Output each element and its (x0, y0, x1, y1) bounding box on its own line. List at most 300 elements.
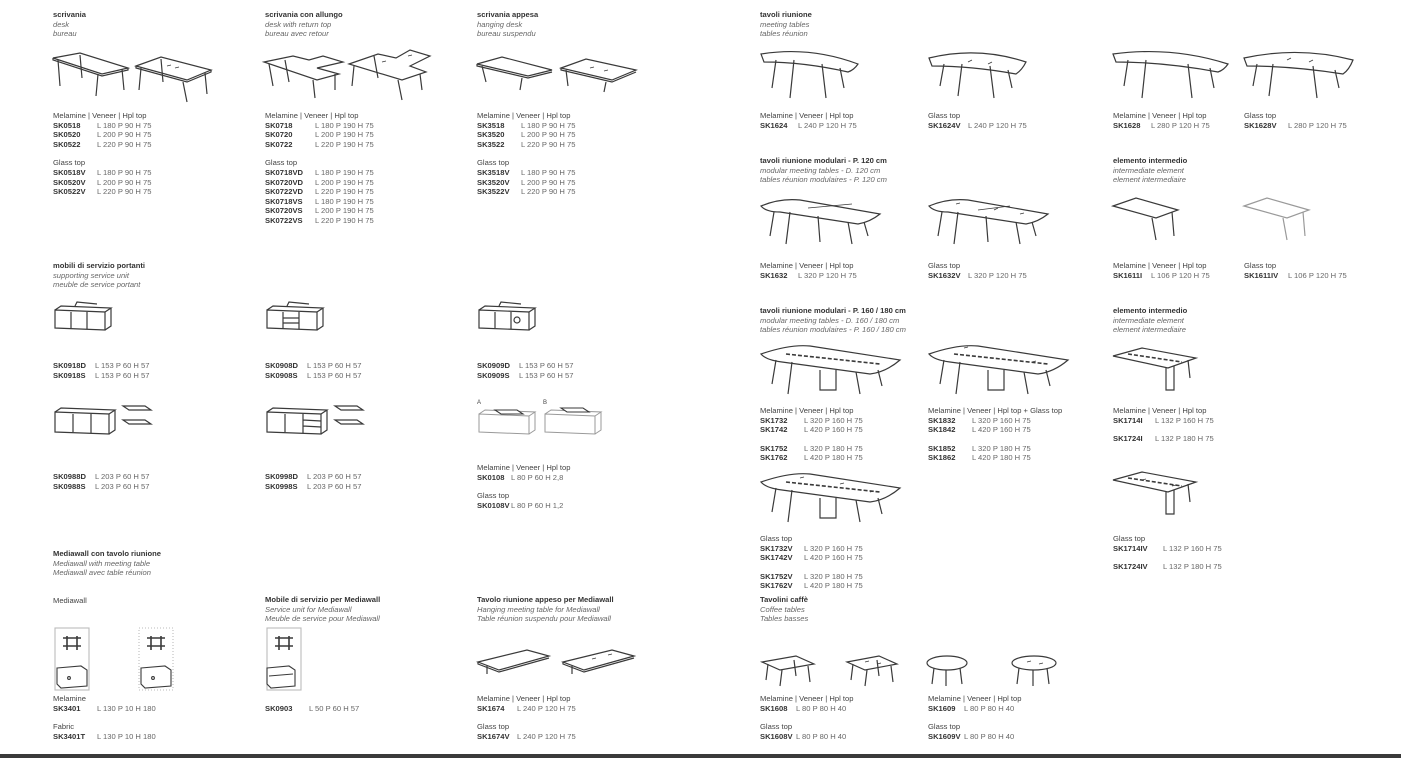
spec-list (477, 111, 575, 197)
spacer (760, 563, 863, 572)
spec-list (265, 361, 361, 380)
spec-row (477, 361, 573, 371)
spec-row (265, 361, 361, 371)
spec-row (477, 371, 573, 381)
product-code: SK0108V (477, 500, 510, 510)
material-label: Glass top (760, 534, 793, 543)
meeting-table-drawing-2 (928, 48, 1028, 104)
spec-row (1113, 544, 1222, 554)
spec-list (477, 463, 570, 510)
dimensions: L 320 P 180 H 75 (804, 443, 863, 453)
section-subtitle-fr: tables réunion modulaires - P. 160 / 180 cm (760, 325, 906, 335)
product-code: SK1842 (928, 425, 956, 435)
material-label: Melamine | Veneer | Hpl top (477, 694, 571, 703)
dimensions: L 106 P 120 H 75 (1288, 270, 1347, 280)
spec-row (928, 444, 1062, 454)
material-label: Glass top (928, 111, 961, 120)
dimensions: L 280 P 120 H 75 (1151, 120, 1210, 130)
service-unit-accessory-drawing (477, 402, 607, 440)
dimensions: L 180 P 190 H 75 (315, 167, 374, 177)
section-subtitle-en: desk with return top (265, 19, 332, 29)
mediawall-drawing-2 (137, 626, 177, 692)
spec-row (1113, 121, 1210, 131)
dimensions: L 80 P 80 H 40 (964, 703, 1015, 713)
product-code: SK0720VD (265, 177, 303, 187)
product-code: SK1632 (760, 270, 788, 280)
dimensions: L 220 P 90 H 75 (97, 187, 152, 197)
dimensions: L 280 P 120 H 75 (1288, 120, 1347, 130)
spec-row (265, 371, 361, 381)
spec-row (477, 121, 575, 131)
material-label: Glass top (1113, 534, 1146, 543)
spec-list (265, 704, 359, 714)
spec-list (928, 111, 1027, 130)
section-subtitle-en: Service unit for Mediawall (265, 604, 352, 614)
material-label: Glass top (928, 722, 961, 732)
dimensions: L 240 P 120 H 75 (968, 120, 1027, 130)
section-subtitle-fr: bureau (53, 29, 77, 39)
product-code: SK1611I (1113, 270, 1143, 280)
section-title: tavoli riunione (760, 10, 812, 19)
product-code: SK1832 (928, 415, 956, 425)
spec-row (1113, 416, 1214, 426)
dimensions: L 420 P 180 H 75 (804, 581, 863, 591)
material-label: Melamine | Veneer | Hpl top (760, 111, 854, 120)
product-code: SK0718VD (265, 167, 303, 177)
section-subtitle-fr: Meuble de service pour Mediawall (265, 614, 380, 624)
spec-list (265, 472, 361, 491)
product-code: SK1742 (760, 425, 788, 435)
material-label: Melamine | Veneer | Hpl top (477, 111, 571, 120)
spec-list (1113, 534, 1222, 572)
spec-row (928, 271, 1027, 281)
product-code: SK0908D (265, 361, 298, 370)
section-subtitle-fr: Tables basses (760, 614, 809, 624)
service-unit-drawing-5 (265, 402, 373, 440)
material-label: Glass top (477, 722, 510, 732)
mw-hanging-table-drawing-1 (477, 648, 553, 678)
product-code: SK0998D (265, 472, 298, 481)
spec-row (760, 732, 853, 742)
dimensions: L 50 P 60 H 57 (309, 704, 360, 713)
material-label: Melamine | Veneer | Hpl top (1113, 406, 1207, 415)
dimensions: L 180 P 90 H 75 (521, 167, 576, 177)
spec-list (1244, 111, 1347, 130)
spacer (477, 482, 570, 491)
spec-row (53, 168, 151, 178)
section-subtitle-fr: tables réunion (760, 29, 808, 39)
dimensions: L 200 P 90 H 75 (97, 177, 152, 187)
product-code: SK1762V (760, 581, 793, 591)
dimensions: L 240 P 120 H 75 (517, 731, 576, 741)
dimensions: L 180 P 90 H 75 (97, 167, 152, 177)
product-code: SK1608 (760, 703, 788, 713)
dimensions: L 180 P 90 H 75 (97, 120, 152, 130)
section-header (760, 306, 906, 335)
material-label: Glass top (265, 158, 298, 168)
spec-list (760, 111, 857, 130)
product-code: SK0903 (265, 704, 293, 713)
product-code: SK3401 (53, 703, 81, 713)
section-subtitle-fr: meuble de service portant (53, 280, 141, 290)
spec-row (1244, 121, 1347, 131)
spec-row (265, 168, 374, 178)
dimensions: L 203 P 60 H 57 (95, 481, 150, 491)
spacer (928, 435, 1062, 444)
hanging-desk-drawing-2 (560, 58, 638, 94)
section-title: scrivania (53, 10, 86, 19)
material-label: Melamine | Veneer | Hpl top (265, 111, 359, 120)
spec-row (265, 206, 374, 216)
product-code: SK1609V (928, 731, 961, 741)
material-label: Glass top (477, 158, 510, 168)
modular-160-drawing-2 (928, 342, 1074, 402)
product-code: SK0108 (477, 472, 505, 482)
product-code: SK3518 (477, 120, 505, 130)
dimensions: L 420 P 160 H 75 (804, 425, 863, 435)
material-label: Melamine | Veneer | Hpl top (53, 111, 147, 120)
spec-row (477, 168, 575, 178)
section-header (1113, 306, 1187, 335)
service-unit-drawing-1 (53, 298, 113, 336)
spec-row (928, 121, 1027, 131)
dimensions: L 132 P 160 H 75 (1155, 415, 1214, 425)
section-header (53, 549, 161, 578)
desk-drawing-1 (52, 52, 130, 102)
mw-hanging-table-drawing-2 (562, 648, 638, 678)
section-subtitle-en: supporting service unit (53, 270, 129, 280)
section-title: Mobile di servizio per Mediawall (265, 595, 381, 604)
section-header (760, 595, 808, 624)
product-code: SK3520V (477, 177, 510, 187)
variant-b-label: B (543, 400, 548, 406)
section-subtitle-fr: element intermediaire (1113, 175, 1187, 185)
spec-row (760, 453, 863, 463)
section-header (53, 261, 145, 290)
product-code: SK0918D (53, 361, 86, 370)
section-title: tavoli riunione modulari - P. 120 cm (760, 156, 887, 165)
spec-row (760, 416, 863, 426)
dimensions: L 132 P 180 H 75 (1155, 434, 1214, 444)
product-code: SK1724IV (1113, 562, 1148, 572)
section-header (477, 10, 538, 39)
spec-row (928, 704, 1021, 714)
modular-120-drawing-2 (928, 196, 1054, 252)
dimensions: L 220 P 90 H 75 (521, 139, 576, 149)
dimensions: L 153 P 60 H 57 (307, 370, 362, 380)
dimensions: L 200 P 90 H 75 (521, 177, 576, 187)
modular-160-drawing-1 (760, 342, 906, 402)
product-code: SK1609 (928, 703, 956, 713)
product-code: SK3522 (477, 139, 505, 149)
dimensions: L 180 P 190 H 75 (315, 120, 374, 130)
dimensions: L 200 P 190 H 75 (315, 206, 374, 216)
spec-row (265, 197, 374, 207)
mediawall-service-drawing (265, 626, 305, 692)
section-subtitle-en: meeting tables (760, 19, 810, 29)
dimensions: L 320 P 180 H 75 (972, 443, 1031, 453)
product-code: SK1752 (760, 443, 788, 453)
spec-row (53, 187, 151, 197)
material-label: Glass top (1244, 111, 1277, 120)
intermediate-drawing-4 (1112, 470, 1202, 522)
dimensions: L 130 P 10 H 180 (97, 731, 156, 741)
section-title: Tavolini caffè (760, 595, 808, 604)
service-unit-drawing-2 (265, 298, 325, 336)
product-code: SK1714IV (1113, 543, 1148, 553)
section-header (53, 10, 86, 39)
dimensions: L 240 P 120 H 75 (517, 703, 576, 713)
product-code: SK0909S (477, 370, 510, 380)
dimensions: L 200 P 90 H 75 (521, 130, 576, 140)
section-subtitle-en: Mediawall with meeting table (53, 558, 151, 568)
dimensions: L 180 P 190 H 75 (315, 196, 374, 206)
spec-row (760, 581, 863, 591)
spec-row (265, 482, 361, 492)
dimensions: L 200 P 90 H 75 (97, 130, 152, 140)
section-subtitle-fr: element intermediaire (1113, 325, 1187, 335)
spacer (477, 713, 576, 722)
material-label: Fabric (53, 722, 75, 732)
service-unit-drawing-3 (477, 298, 537, 336)
dimensions: L 153 P 60 H 57 (95, 361, 150, 370)
product-code: SK1628 (1113, 120, 1141, 130)
dimensions: L 220 P 190 H 75 (315, 139, 374, 149)
dimensions: L 80 P 80 H 40 (964, 731, 1015, 741)
section-subtitle-fr: Mediawall avec table réunion (53, 568, 151, 578)
material-label: Melamine | Veneer | Hpl top (477, 463, 571, 472)
intermediate-drawing-1 (1112, 196, 1182, 246)
spec-list (760, 694, 853, 741)
product-code: SK0522 (53, 139, 81, 149)
dimensions: L 420 P 160 H 75 (972, 425, 1031, 435)
dimensions: L 132 P 180 H 75 (1163, 562, 1222, 572)
spec-row (265, 178, 374, 188)
product-code: SK1674V (477, 731, 510, 741)
section-subtitle-en: hanging desk (477, 19, 523, 29)
dimensions: L 220 P 90 H 75 (97, 139, 152, 149)
spec-row (265, 216, 374, 226)
section-title: scrivania appesa (477, 10, 539, 19)
modular-120-drawing-1 (760, 196, 886, 252)
mediawall-label-text: Mediawall (53, 596, 87, 605)
spec-list (1244, 261, 1347, 280)
spec-list (760, 534, 863, 591)
coffee-table-drawing-1 (760, 654, 816, 690)
desk-return-drawing-2 (348, 48, 432, 102)
section-title: Tavolo riunione appeso per Mediawall (477, 595, 614, 604)
product-code: SK0518V (53, 167, 86, 177)
product-code: SK0909D (477, 361, 510, 370)
dimensions: L 80 P 80 H 40 (796, 703, 847, 713)
product-code: SK1674 (477, 703, 505, 713)
spec-list (265, 111, 374, 226)
section-subtitle-en: intermediate element (1113, 315, 1184, 325)
product-code: SK1732V (760, 543, 793, 553)
dimensions: L 320 P 160 H 75 (804, 415, 863, 425)
dimensions: L 132 P 160 H 75 (1163, 543, 1222, 553)
section-subtitle-en: modular meeting tables - D. 120 cm (760, 165, 881, 175)
spec-row (477, 501, 570, 511)
product-code: SK1752V (760, 571, 793, 581)
spacer (760, 435, 863, 444)
material-label: Glass top (1244, 261, 1277, 270)
section-header (760, 156, 887, 185)
section-header (1113, 156, 1187, 185)
spec-row (265, 130, 374, 140)
product-code: SK0518 (53, 120, 81, 130)
material-label: Melamine | Veneer | Hpl top (760, 406, 854, 415)
section-subtitle-en: Hanging meeting table for Mediawall (477, 604, 600, 614)
spec-row (53, 732, 156, 742)
spec-list (760, 261, 857, 280)
section-title: scrivania con allungo (265, 10, 343, 19)
meeting-table-drawing-4 (1243, 48, 1355, 104)
product-code: SK1724I (1113, 434, 1143, 444)
mediawall-label (53, 596, 87, 606)
material-label: Melamine | Veneer | Hpl top + Glass top (928, 406, 1063, 415)
dimensions: L 153 P 60 H 57 (519, 370, 574, 380)
spec-row (928, 416, 1062, 426)
spacer (53, 713, 156, 722)
section-subtitle-en: desk (53, 19, 70, 29)
material-label: Melamine | Veneer | Hpl top (1113, 111, 1207, 120)
spec-row (477, 187, 575, 197)
spec-row (53, 704, 156, 714)
dimensions: L 80 P 60 H 2,8 (511, 472, 564, 482)
spec-list (53, 361, 149, 380)
coffee-table-drawing-2 (845, 654, 901, 690)
spec-list (477, 361, 573, 380)
product-code: SK0908S (265, 370, 298, 380)
product-code: SK0520 (53, 130, 81, 140)
spec-list (928, 694, 1021, 741)
section-title: Mediawall con tavolo riunione (53, 549, 162, 558)
product-code: SK1632V (928, 270, 961, 280)
dimensions: L 420 P 180 H 75 (804, 453, 863, 463)
spacer (928, 713, 1021, 722)
desk-return-drawing-1 (263, 52, 343, 104)
dimensions: L 320 P 160 H 75 (804, 543, 863, 553)
spec-list (53, 111, 151, 197)
section-subtitle-en: Coffee tables (760, 604, 805, 614)
section-subtitle-fr: Table réunion suspendu pour Mediawall (477, 614, 611, 624)
spec-row (53, 140, 151, 150)
product-code: SK3520 (477, 130, 505, 140)
dimensions: L 320 P 160 H 75 (972, 415, 1031, 425)
dimensions: L 153 P 60 H 57 (307, 361, 362, 370)
section-title: elemento intermedio (1113, 156, 1188, 165)
spec-row (265, 140, 374, 150)
section-subtitle-fr: bureau suspendu (477, 29, 536, 39)
spec-row (760, 553, 863, 563)
section-subtitle-en: modular meeting tables - D. 160 / 180 cm (760, 315, 900, 325)
product-code: SK1624 (760, 120, 788, 130)
spec-row (760, 572, 863, 582)
spec-row (928, 425, 1062, 435)
coffee-table-round-drawing-2 (1011, 654, 1059, 690)
product-code: SK0522V (53, 187, 86, 197)
dimensions: L 180 P 90 H 75 (521, 120, 576, 130)
dimensions: L 200 P 190 H 75 (315, 130, 374, 140)
spec-row (477, 140, 575, 150)
product-code: SK0722 (265, 139, 293, 149)
meeting-table-drawing-1 (760, 48, 860, 104)
section-title: elemento intermedio (1113, 306, 1188, 315)
spacer (477, 149, 575, 158)
section-header (265, 10, 343, 39)
spacer (53, 149, 151, 158)
meeting-table-drawing-3 (1112, 48, 1230, 104)
coffee-table-round-drawing-1 (926, 654, 970, 690)
product-code: SK1624V (928, 120, 961, 130)
spec-row (265, 472, 361, 482)
product-code: SK1628V (1244, 120, 1277, 130)
intermediate-drawing-3 (1112, 346, 1202, 398)
material-label: Glass top (760, 722, 793, 732)
dimensions: L 106 P 120 H 75 (1151, 270, 1210, 280)
dimensions: L 80 P 80 H 40 (796, 731, 847, 741)
spec-list (53, 694, 156, 741)
section-subtitle-en: intermediate element (1113, 165, 1184, 175)
service-unit-drawing-4 (53, 402, 161, 440)
product-code: SK0988S (53, 481, 86, 491)
spec-list (1113, 406, 1214, 444)
product-code: SK0722VS (265, 215, 303, 225)
spec-row (928, 453, 1062, 463)
intermediate-drawing-2 (1243, 196, 1313, 246)
material-label: Melamine | Veneer | Hpl top (760, 694, 854, 703)
product-code: SK3518V (477, 167, 510, 177)
spec-list (928, 261, 1027, 280)
dimensions: L 153 P 60 H 57 (519, 361, 574, 370)
spec-row (1113, 434, 1214, 444)
spec-row (53, 178, 151, 188)
desk-drawing-2 (135, 56, 215, 106)
spacer (760, 713, 853, 722)
hanging-desk-drawing-1 (476, 56, 554, 92)
section-title: tavoli riunione modulari - P. 160 / 180 cm (760, 306, 906, 315)
spec-row (1113, 271, 1210, 281)
product-code: SK0998S (265, 481, 298, 491)
spec-row (760, 271, 857, 281)
material-label: Melamine (53, 694, 86, 703)
spec-list (760, 406, 863, 463)
product-code: SK1742V (760, 553, 793, 563)
spec-row (53, 361, 149, 371)
material-label: Glass top (53, 158, 86, 168)
spec-row (760, 121, 857, 131)
spec-row (477, 732, 576, 742)
spec-row (477, 473, 570, 483)
spec-row (265, 704, 359, 714)
spec-row (53, 371, 149, 381)
spacer (1113, 553, 1222, 562)
material-label: Melamine | Veneer | Hpl top (928, 694, 1022, 703)
dimensions: L 220 P 190 H 75 (315, 215, 374, 225)
spec-row (760, 425, 863, 435)
spec-row (265, 187, 374, 197)
product-code: SK0918S (53, 370, 86, 380)
dimensions: L 130 P 10 H 180 (97, 703, 156, 713)
product-code: SK0718VS (265, 196, 303, 206)
section-header (265, 595, 380, 624)
product-code: SK0720VS (265, 206, 303, 216)
spec-row (53, 121, 151, 131)
spec-row (265, 121, 374, 131)
spec-row (53, 472, 149, 482)
product-code: SK3401T (53, 731, 86, 741)
